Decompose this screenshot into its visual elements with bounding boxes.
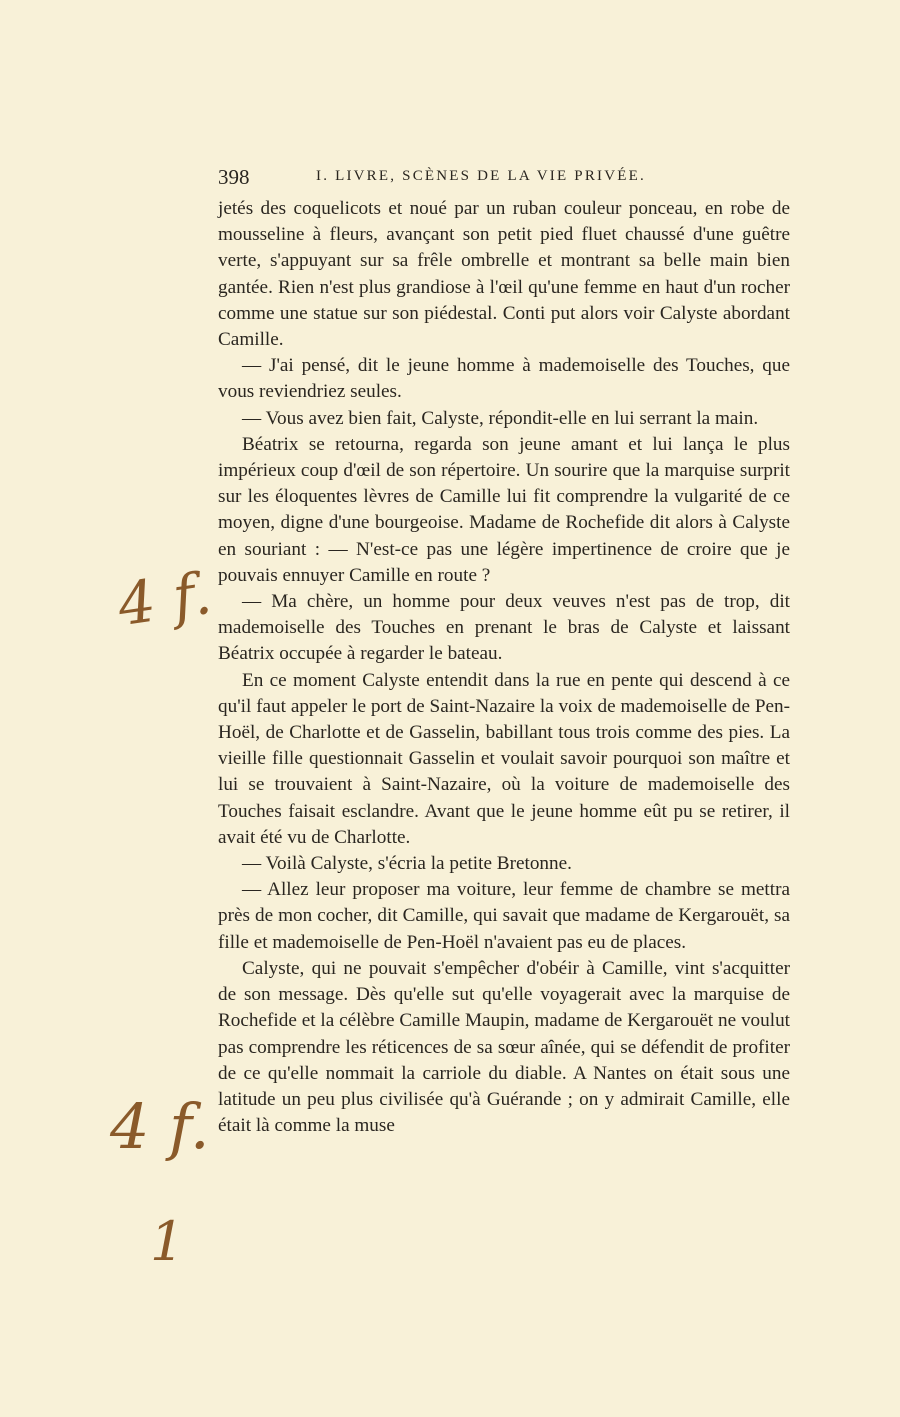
- paragraph: Béatrix se retourna, regarda son jeune amant et lui lança le plus impérieux coup d'œil de son répertoire. Un sourire que la marquise surprit sur les éloquentes lèvres de Camille lui fit comprendre la vulgarité de ce moyen, digne d'une bourgeoise. Madame de Rochefide dit alors à Calyste en souriant : — N'est-ce pas une légère impertinence de croire que je pouvais ennuyer Camille en route ?: [218, 433, 790, 586]
- paragraph: En ce moment Calyste entendit dans la rue en pente qui descend à ce qu'il faut appeler le port de Saint-Nazaire la voix de mademoiselle de Pen-Hoël, de Charlotte et de Gasselin, babillant tous trois comme des pies. La vieille fille questionnait Gasselin et voulait savoir pourquoi son maître et lui se trouvaient à Saint-Nazaire, où la voiture de mademoiselle des Touches faisait esclandre. Avant que le jeune homme eût pu se retirer, il avait été vu de Charlotte.: [218, 669, 790, 848]
- body-text: [218, 196, 790, 1139]
- paragraph: Calyste, qui ne pouvait s'empêcher d'obéir à Camille, vint s'acquitter de son message. Dès qu'elle sut qu'elle voyagerait avec la marquise de Rochefide et la célèbre Camille Maupin, madame de Kergarouët ne voulut pas comprendre les réticences de sa sœur aînée, qui se défendit de profiter de ce qu'elle nommait la carriole du diable. A Nantes on était sous une latitude un peu plus civilisée qu'à Guérande ; on y admirait Camille, elle était là comme la muse: [218, 957, 790, 1137]
- page-number: 398: [218, 165, 250, 189]
- running-title: I. LIVRE, SCÈNES DE LA VIE PRIVÉE.: [316, 168, 646, 184]
- handwritten-margin-note: 4 f.: [113, 558, 216, 640]
- paragraph: jetés des coquelicots et noué par un ruban couleur ponceau, en robe de mousseline à fleurs, avançant son petit pied fluet chaussé d'une guêtre verte, s'appuyant sur sa frêle ombrelle et montrant sa belle main bien gantée. Rien n'est plus grandiose à l'œil qu'une femme en haut d'un rocher comme une statue sur son piédestal. Conti put alors voir Calyste abordant Camille.: [218, 198, 790, 351]
- handwritten-margin-note: 1: [150, 1210, 185, 1273]
- paragraph: — J'ai pensé, dit le jeune homme à mademoiselle des Touches, que vous reviendriez seules.: [218, 355, 790, 403]
- running-head: [218, 165, 790, 195]
- paragraph: — Voilà Calyste, s'écria la petite Bretonne.: [242, 853, 572, 875]
- paragraph: — Vous avez bien fait, Calyste, répondit-elle en lui serrant la main.: [242, 407, 759, 429]
- paragraph: — Ma chère, un homme pour deux veuves n'est pas de trop, dit mademoiselle des Touches en prenant le bras de Calyste et laissant Béatrix occupée à regarder le bateau.: [218, 591, 790, 665]
- paragraph: — Allez leur proposer ma voiture, leur femme de chambre se mettra près de mon cocher, dit Camille, qui savait que madame de Kergarouët, sa fille et mademoiselle de Pen-Hoël n'avaient pas eu de places.: [218, 879, 790, 953]
- handwritten-margin-note: 4 f.: [110, 1090, 210, 1163]
